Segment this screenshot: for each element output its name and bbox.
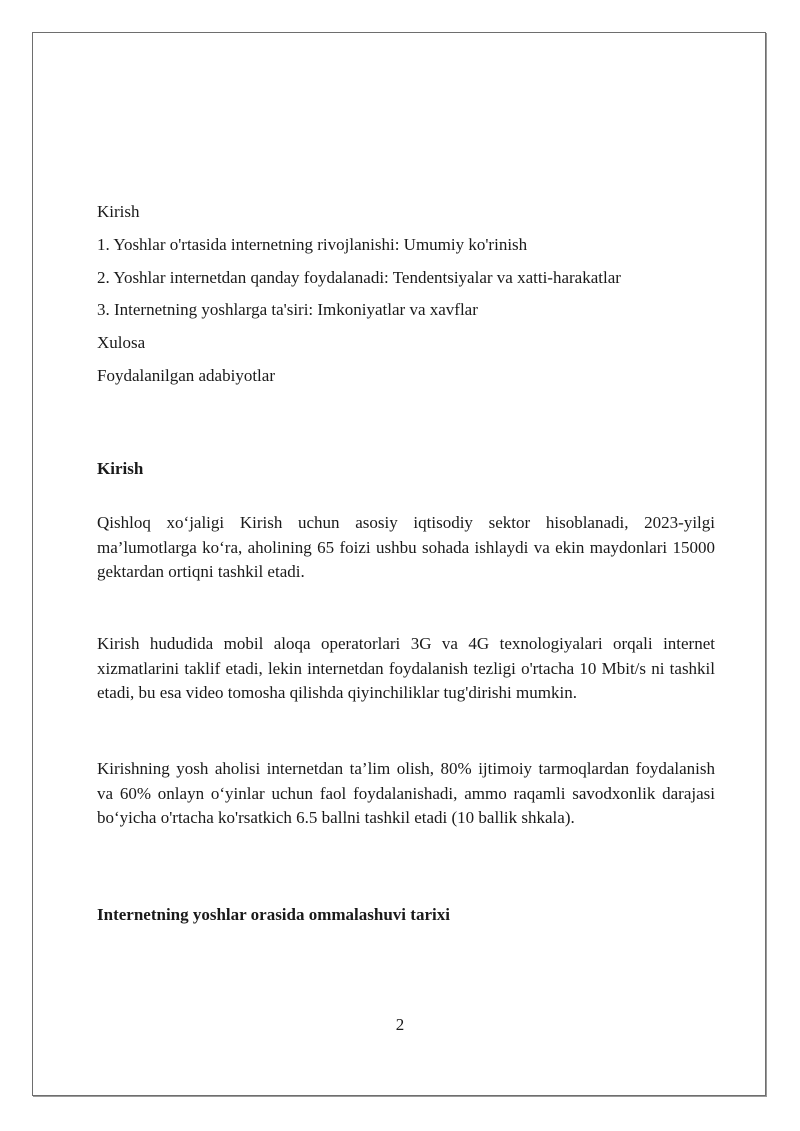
toc-item-2: 2. Yoshlar internetdan qanday foydalanadi: Tendentsiyalar va xatti-harakatlar: [97, 267, 621, 287]
toc-item-1: 1. Yoshlar o'rtasida internetning rivojlanishi: Umumiy ko'rinish: [97, 234, 528, 254]
document-page: [32, 32, 766, 1096]
table-of-contents: [97, 201, 719, 398]
paragraph-agriculture: Qishloq xo‘jaligi Kirish uchun asosiy iqtisodiy sektor hisoblanadi, 2023-yilgi ma’lumotlarga ko‘ra, aholining 65 foizi ushbu sohada ishlaydi va ekin maydonlari 15000 gektardan ortiqni tashkil etadi.: [97, 513, 715, 581]
toc-item-conclusion: Xulosa: [97, 333, 146, 353]
toc-item-references: Foydalanilgan adabiyotlar: [97, 365, 275, 385]
paragraph-youth-usage: Kirishning yosh aholisi internetdan ta’lim olish, 80% ijtimoiy tarmoqlardan foydalanish va 60% onlayn o‘yinlar uchun faol foydalanishadi, ammo raqamli savodxonlik darajasi bo‘yicha o'rtacha ko'rsatkich 6.5 ballni tashkil etadi (10 ballik shkala).: [97, 759, 715, 827]
toc-item-intro: Kirish: [97, 202, 140, 221]
section-heading-history: Internetning yoshlar orasida ommalashuvi tarixi: [97, 905, 450, 924]
section-heading-intro: Kirish: [97, 459, 144, 478]
page-number: 2: [395, 1015, 405, 1034]
toc-item-3: 3. Internetning yoshlarga ta'siri: Imkoniyatlar va xavflar: [97, 300, 478, 320]
paragraph-mobile-internet: Kirish hududida mobil aloqa operatorlari 3G va 4G texnologiyalari orqali internet xizmatlarini taklif etadi, lekin internetdan foydalanish tezligi o'rtacha 10 Mbit/s ni tashkil etadi, bu esa video tomosha qilishda qiyinchiliklar tug'dirishi mumkin.: [97, 634, 715, 702]
